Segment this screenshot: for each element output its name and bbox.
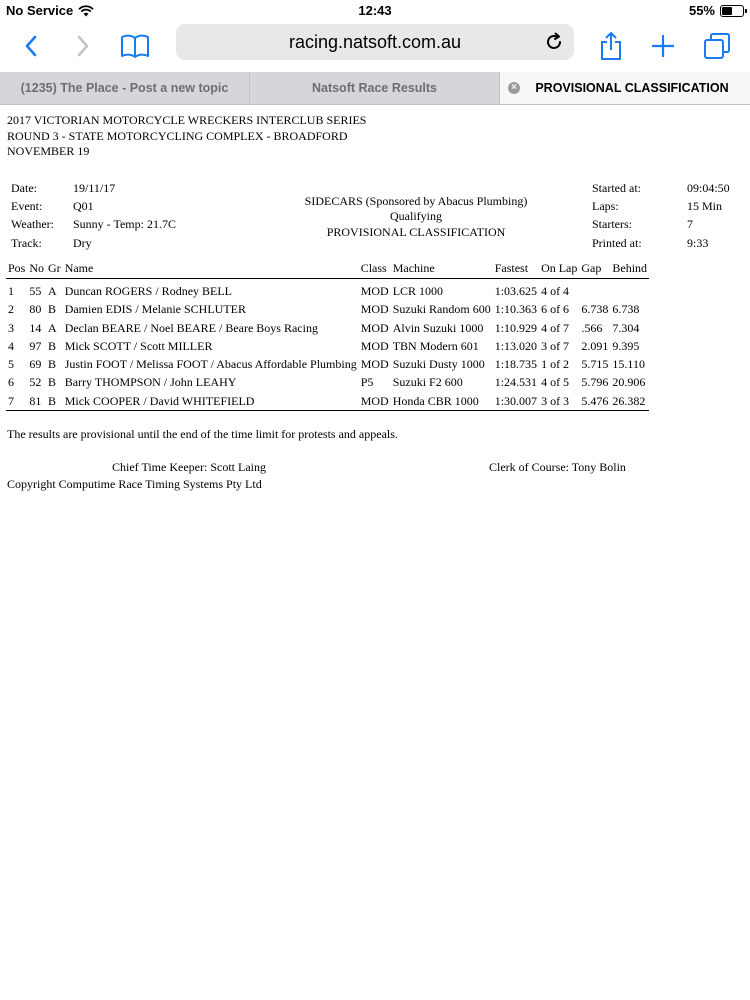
cell-behind: 9.395 <box>612 338 640 353</box>
cell-machine: Suzuki F2 600 <box>392 375 463 390</box>
table-row <box>6 355 649 373</box>
status-bar <box>0 0 750 20</box>
cell-on-lap: 3 of 7 <box>541 338 570 353</box>
cell-behind: 6.738 <box>612 302 640 317</box>
tabs-icon <box>703 32 731 60</box>
started-label: Started at: <box>592 181 641 195</box>
chief-time-keeper: Chief Time Keeper: Scott Laing <box>112 460 266 474</box>
plus-icon <box>650 33 676 59</box>
cell-pos: 6 <box>8 375 14 390</box>
cell-fastest: 1:18.735 <box>494 357 538 372</box>
weather-label: Weather: <box>11 217 55 232</box>
cell-name: Justin FOOT / Melissa FOOT / Abacus Affordable Plumbing <box>64 357 357 372</box>
battery-icon <box>720 5 744 17</box>
cell-name: Barry THOMPSON / John LEAHY <box>64 375 237 390</box>
cell-on-lap: 4 of 7 <box>541 320 570 335</box>
results-table <box>6 259 649 411</box>
reload-icon[interactable] <box>542 30 566 54</box>
tab-bar <box>0 72 750 105</box>
cell-machine: Suzuki Random 600 <box>392 302 491 317</box>
cell-machine: Honda CBR 1000 <box>391 392 493 411</box>
cell-name: Declan BEARE / Noel BEARE / Beare Boys Racing <box>64 320 318 335</box>
cell-class: MOD <box>360 320 389 335</box>
track-value: Dry <box>73 235 92 250</box>
col-name: Name <box>63 259 359 279</box>
battery-percent: 55% <box>688 3 715 18</box>
cell-class: MOD <box>360 338 389 353</box>
cell-no: 69 <box>29 357 42 372</box>
cell-no: 14 <box>29 320 42 335</box>
weather-value: Sunny - Temp: 21.7C <box>73 217 176 232</box>
table-row <box>6 279 649 301</box>
bookmarks-button[interactable] <box>120 31 150 61</box>
cell-fastest: 1:10.929 <box>494 320 538 335</box>
cell-class: MOD <box>360 357 389 372</box>
cell-behind: 20.906 <box>612 375 646 390</box>
laps-label: Laps: <box>592 199 619 214</box>
cell-gr: B <box>46 392 63 411</box>
laps-value: 15 Min <box>687 199 723 214</box>
address-bar[interactable] <box>176 24 574 60</box>
date-label: Date: <box>11 181 37 195</box>
col-pos: Pos <box>6 259 27 279</box>
cell-fastest: 1:30.007 <box>493 392 539 411</box>
tab-natsoft-race-results[interactable] <box>250 72 500 104</box>
browser-toolbar <box>0 20 750 72</box>
cell-on-lap: 4 of 5 <box>541 375 570 390</box>
carrier-text: No Service <box>6 3 74 18</box>
col-gap: Gap <box>579 259 610 279</box>
cell-fastest: 1:13.020 <box>494 338 538 353</box>
cell-machine: LCR 1000 <box>392 284 444 298</box>
cell-gap: 5.476 <box>579 392 610 411</box>
tab-the-place[interactable] <box>0 72 250 104</box>
cell-gap: 5.715 <box>581 357 609 372</box>
table-header-row <box>6 259 649 279</box>
cell-class: P5 <box>360 375 374 390</box>
cell-machine: Suzuki Dusty 1000 <box>392 357 485 372</box>
col-fastest: Fastest <box>493 259 539 279</box>
table-row <box>6 373 649 391</box>
session-type: Qualifying <box>390 209 442 224</box>
cell-gap: 6.738 <box>581 302 609 317</box>
cell-no: 97 <box>29 338 42 353</box>
cell-fastest: 1:10.363 <box>494 302 538 317</box>
cell-on-lap: 4 of 4 <box>541 284 570 298</box>
cell-gr: B <box>48 357 57 372</box>
col-class: Class <box>359 259 391 279</box>
copyright: Copyright Computime Race Timing Systems Pty Ltd <box>7 477 262 491</box>
table-row <box>6 392 649 411</box>
cell-gr: B <box>48 338 57 353</box>
col-gr: Gr <box>46 259 63 279</box>
cell-pos: 3 <box>8 320 14 335</box>
new-tab-button[interactable] <box>648 31 678 61</box>
series-title: 2017 VICTORIAN MOTORCYCLE WRECKERS INTERCLUB SERIES <box>7 113 367 127</box>
chevron-left-icon <box>23 34 39 58</box>
cell-gr: A <box>48 320 57 335</box>
cell-no: 55 <box>29 284 42 298</box>
cell-gap: 2.091 <box>581 338 609 353</box>
tabs-button[interactable] <box>702 31 732 61</box>
col-machine: Machine <box>391 259 493 279</box>
track-label: Track: <box>11 235 42 250</box>
cell-fastest: 1:03.625 <box>494 284 538 298</box>
starters-value: 7 <box>687 217 693 232</box>
printed-label: Printed at: <box>592 235 642 250</box>
meta-left-values <box>73 179 176 252</box>
cell-no: 80 <box>29 302 42 317</box>
status-right <box>689 3 744 18</box>
cell-class: MOD <box>360 284 389 298</box>
share-icon <box>599 31 623 61</box>
classification-status: PROVISIONAL CLASSIFICATION <box>326 224 506 239</box>
cell-machine: TBN Modern 601 <box>392 338 479 353</box>
url-text: racing.natsoft.com.au <box>288 32 462 52</box>
round-title: ROUND 3 - STATE MOTORCYCLING COMPLEX - BROADFORD <box>7 128 348 143</box>
printed-value: 9:33 <box>687 235 709 250</box>
chevron-right-icon <box>75 34 91 58</box>
session-class: SIDECARS (Sponsored by Abacus Plumbing) <box>304 194 528 208</box>
cell-gr: B <box>48 375 57 390</box>
cell-gap: 5.796 <box>581 375 609 390</box>
meta-left-labels <box>11 179 54 252</box>
meta-right-labels <box>592 179 642 252</box>
share-button[interactable] <box>596 31 626 61</box>
cell-name: Mick SCOTT / Scott MILLER <box>64 338 213 353</box>
cell-class: MOD <box>360 302 389 317</box>
session-info <box>296 194 536 240</box>
cell-name: Damien EDIS / Melanie SCHLUTER <box>64 302 246 317</box>
cell-behind: 15.110 <box>612 357 645 372</box>
cell-pos: 5 <box>8 357 14 372</box>
cell-no: 52 <box>29 375 42 390</box>
clock: 12:43 <box>358 3 392 18</box>
cell-name: Mick COOPER / David WHITEFIELD <box>63 392 359 411</box>
provisional-note: The results are provisional until the end of the time limit for protests and appeals. <box>7 427 398 441</box>
table-row <box>6 319 649 337</box>
cell-gap <box>579 279 610 301</box>
starters-label: Starters: <box>592 217 632 232</box>
cell-gap: .566 <box>581 320 603 335</box>
forward-button[interactable] <box>68 31 98 61</box>
cell-pos: 7 <box>6 392 27 411</box>
col-no: No <box>27 259 46 279</box>
cell-pos: 2 <box>8 302 14 317</box>
tab-label: PROVISIONAL CLASSIFICATION <box>535 81 729 95</box>
tab-label: (1235) The Place - Post a new topic <box>20 81 229 95</box>
cell-no: 81 <box>27 392 46 411</box>
col-behind: Behind <box>610 259 649 279</box>
event-date: NOVEMBER 19 <box>7 144 90 158</box>
cell-name: Duncan ROGERS / Rodney BELL <box>64 284 233 298</box>
tab-label: Natsoft Race Results <box>311 81 438 95</box>
cell-behind: 7.304 <box>612 320 640 335</box>
results-body <box>6 279 649 411</box>
cell-on-lap: 1 of 2 <box>541 357 570 372</box>
cell-behind: 26.382 <box>610 392 649 411</box>
tab-provisional-classification[interactable] <box>500 72 750 104</box>
event-header <box>7 113 366 160</box>
cell-on-lap: 3 of 3 <box>539 392 579 411</box>
cell-gr: A <box>48 284 57 298</box>
cell-pos: 4 <box>8 338 14 353</box>
back-button[interactable] <box>16 31 46 61</box>
started-value: 09:04:50 <box>687 181 730 195</box>
col-on-lap: On Lap <box>539 259 579 279</box>
cell-gr: B <box>48 302 57 317</box>
cell-on-lap: 6 of 6 <box>541 302 570 317</box>
event-value: Q01 <box>73 199 94 214</box>
cell-pos: 1 <box>8 284 14 298</box>
table-row <box>6 300 649 318</box>
meta-right-values <box>687 179 730 252</box>
cell-class: MOD <box>359 392 391 411</box>
close-tab-icon[interactable]: × <box>508 82 520 94</box>
book-icon <box>120 33 150 59</box>
date-value: 19/11/17 <box>73 181 116 195</box>
clerk-of-course: Clerk of Course: Tony Bolin <box>489 460 626 474</box>
cell-fastest: 1:24.531 <box>494 375 538 390</box>
event-label: Event: <box>11 199 43 214</box>
table-row <box>6 337 649 355</box>
cell-behind <box>610 279 649 301</box>
cell-machine: Alvin Suzuki 1000 <box>392 320 484 335</box>
battery-fill <box>722 7 732 15</box>
